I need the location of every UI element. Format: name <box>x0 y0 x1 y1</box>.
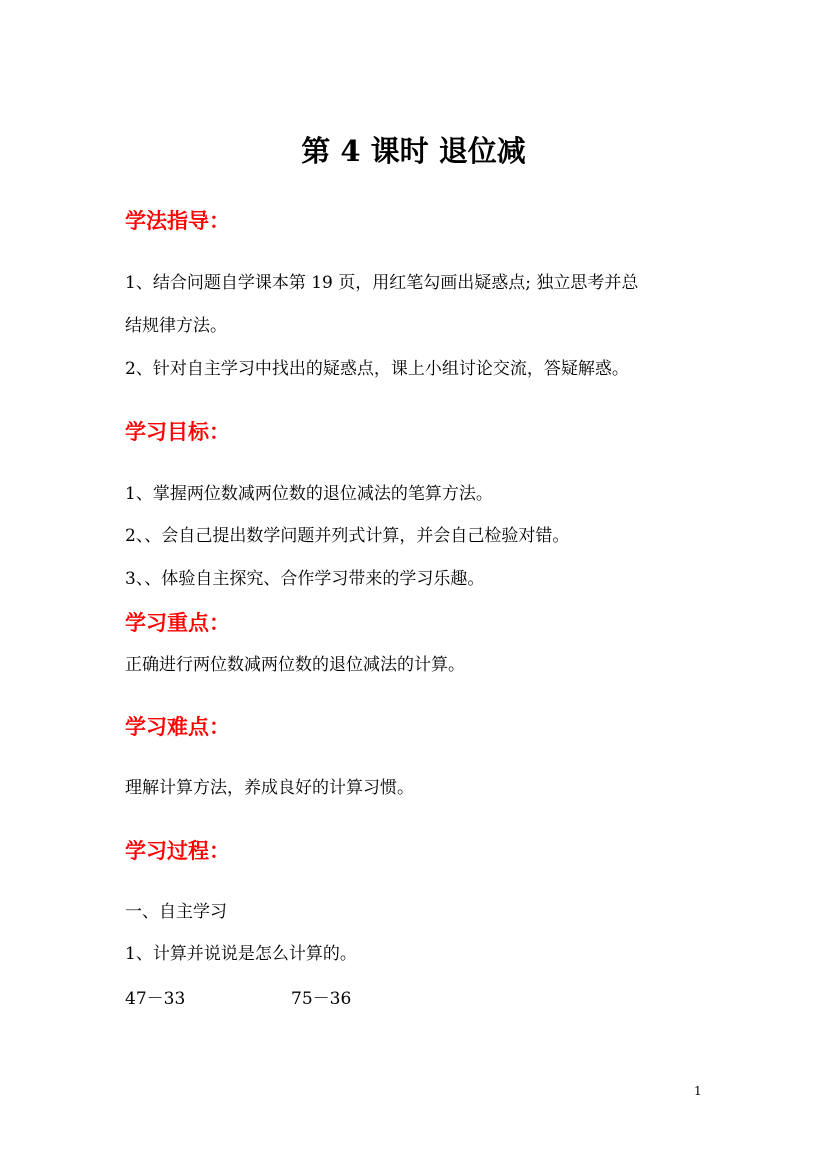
objective-line-2: 2、、会自己提出数学问题并列式计算，并会自己检验对错。 <box>125 526 570 546</box>
guidance-line-1-cont: 结规律方法。 <box>125 316 227 336</box>
key-point-line: 正确进行两位数减两位数的退位减法的计算。 <box>125 655 465 675</box>
process-subheading: 一、自主学习 <box>125 902 227 922</box>
expression-1: 47－33 <box>125 989 186 1009</box>
difficulty-line: 理解计算方法，养成良好的计算习惯。 <box>125 778 414 798</box>
heading-study-guidance: 学法指导： <box>125 209 230 233</box>
process-task-1: 1、计算并说说是怎么计算的。 <box>125 944 357 964</box>
guidance-line-2: 2、针对自主学习中找出的疑惑点，课上小组讨论交流，答疑解惑。 <box>125 359 629 379</box>
heading-key-points: 学习重点： <box>125 611 230 635</box>
heading-difficulties: 学习难点： <box>125 715 230 739</box>
objective-line-1: 1、掌握两位数减两位数的退位减法的笔算方法。 <box>125 484 493 504</box>
expression-2: 75－36 <box>291 989 352 1009</box>
guidance-line-1: 1、结合问题自学课本第 19 页，用红笔勾画出疑惑点; 独立思考并总 <box>125 273 639 293</box>
page-title: 第 4 课时 退位减 <box>301 134 526 168</box>
objective-line-3: 3、、体验自主探究、合作学习带来的学习乐趣。 <box>125 569 485 589</box>
heading-learning-process: 学习过程： <box>125 839 230 863</box>
page-number: 1 <box>694 1084 702 1098</box>
heading-learning-objectives: 学习目标： <box>125 420 230 444</box>
